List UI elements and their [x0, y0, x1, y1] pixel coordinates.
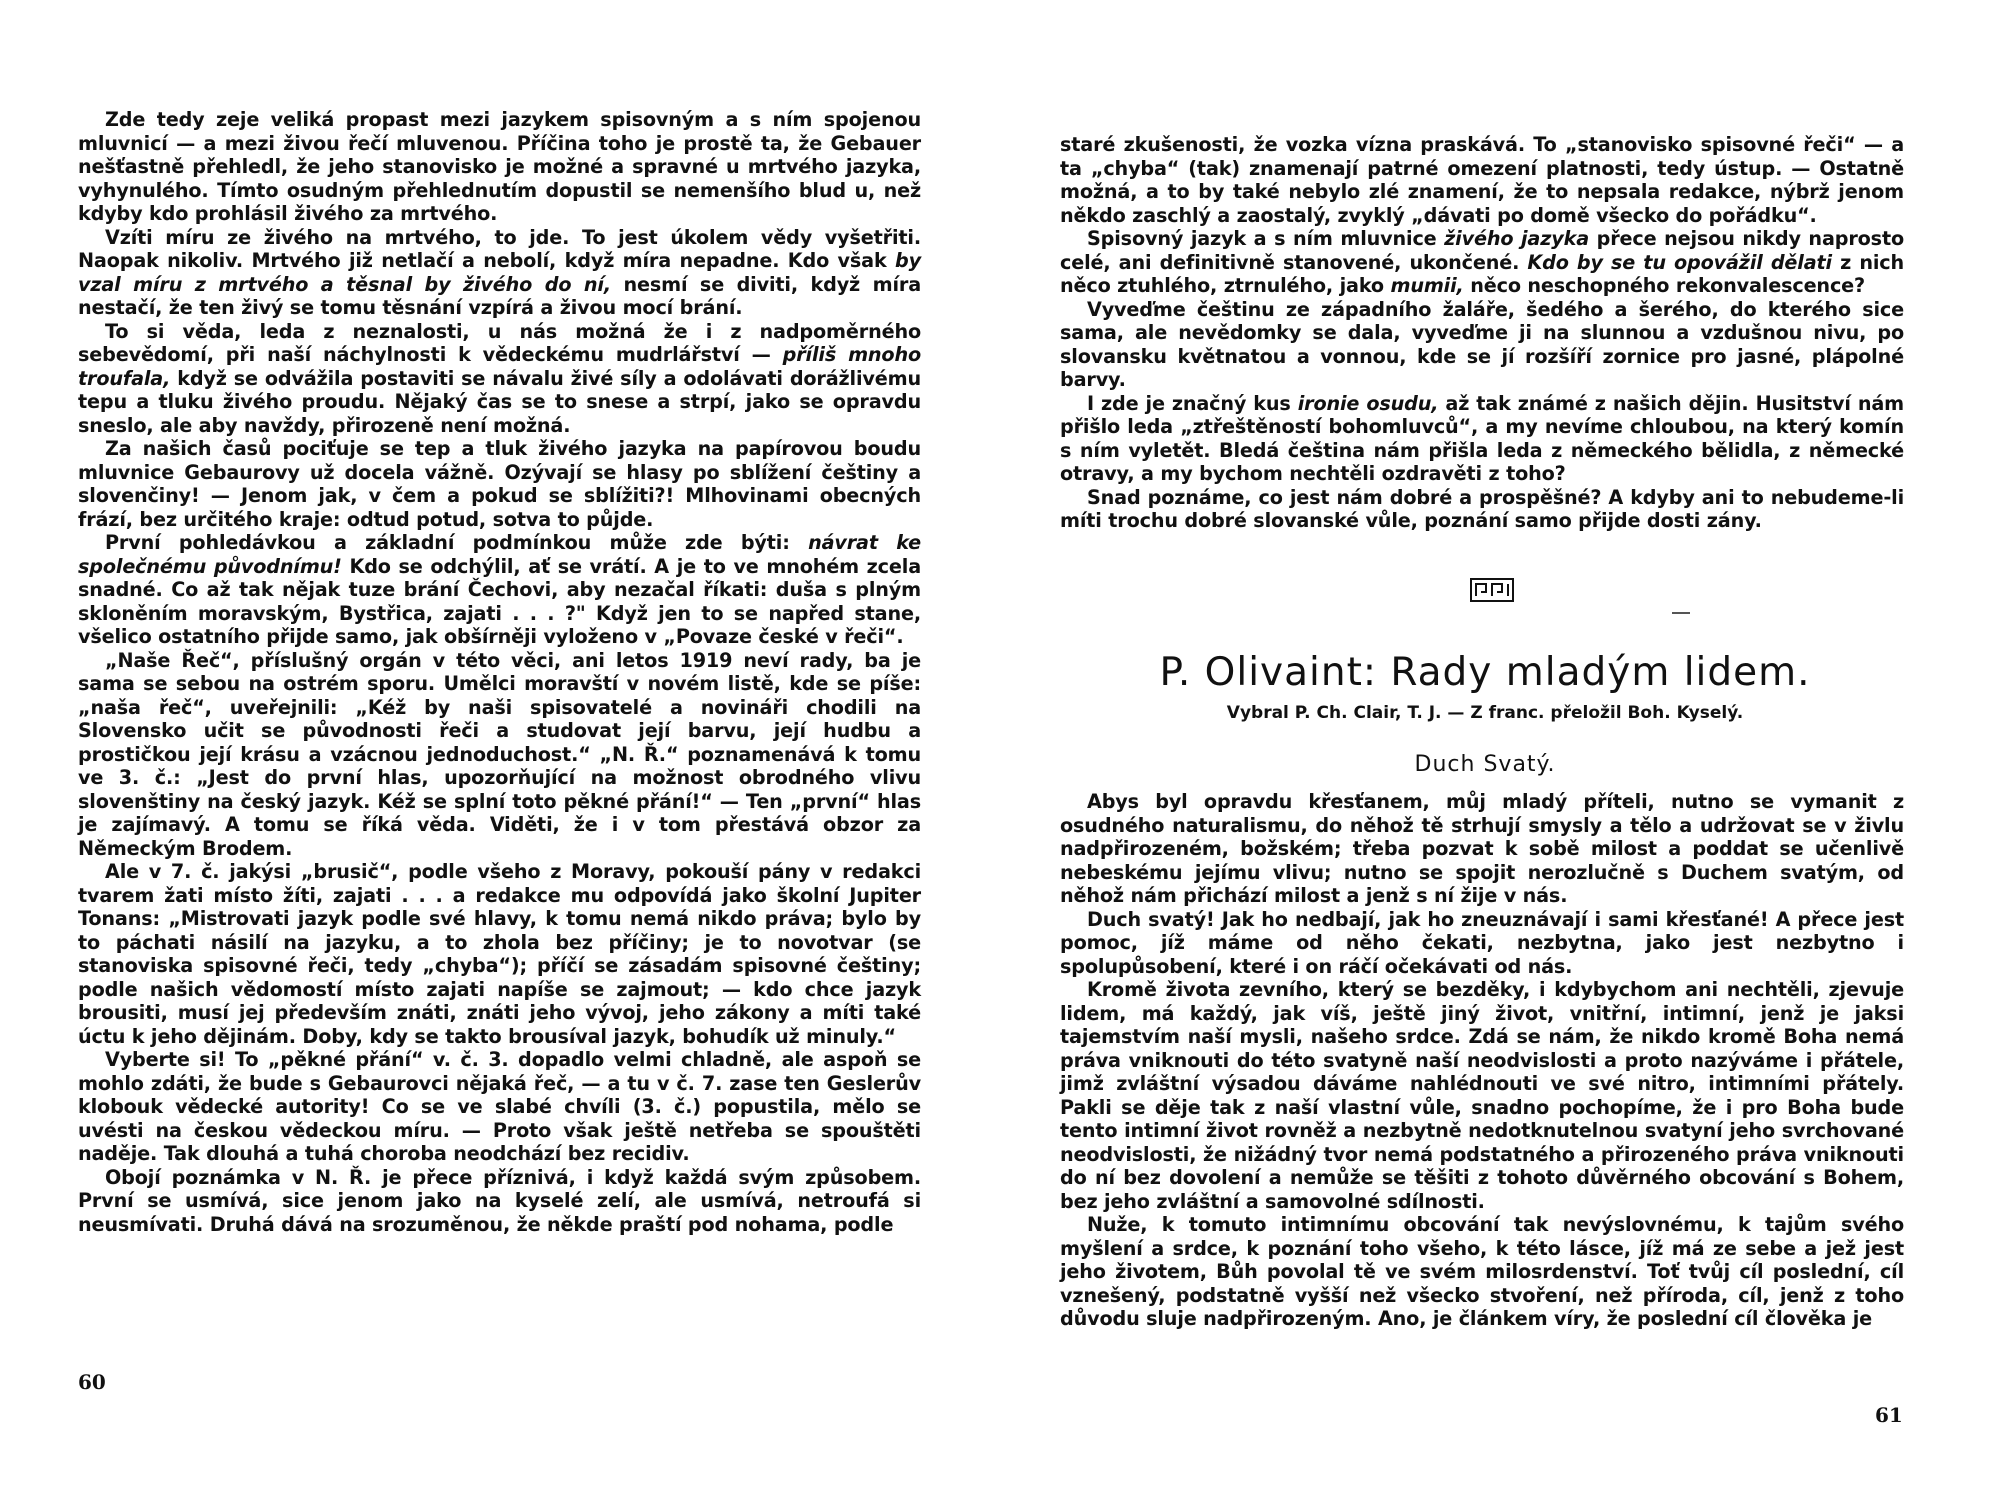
- emphasis-text: živého jazyka: [1444, 227, 1589, 250]
- paragraph-text: Nuže, k tomuto intimnímu obcování tak nevýslovnému, k tajům svého myšlení a srdce, k poznání toho všeho, k této lásce, jíž má ze sebe a jež jest jeho životem, Bůh povolal tě ve svém milosrdenství. Toť tvůj cíl poslední, cíl vznešený, podstatně vyšší než všecko stvoření, než příroda, cíl, jenž z toho důvodu sluje nadpřirozeným. Ano, je článkem víry, že poslední cíl člověka je: [1060, 1213, 1904, 1330]
- paragraph-text: staré zkušenosti, že vozka vízna praskává. To „stanovisko spisovné řeči“ — a ta „chyba“ (tak) znamenají patrné omezení platnosti, tedy ústup. — Ostatně možná, a to by také nebylo zlé znamení, že to nepsala redakce, nýbrž jenom někdo zaschlý a zaostalý, zvyklý „dávati po domě všecko do pořádku“.: [1060, 133, 1904, 227]
- paragraph-text: Kromě života zevního, který se bezděky, i kdybychom ani nechtěli, zjevuje lidem, má každý, jak víš, ještě jiný život, vnitřní, intimní, jenž je jaksi tajemstvím naší mysli, našeho srdce. Zdá se nám, že nikdo kromě Boha nemá práva vniknouti do této svatyně naší neodvislosti a proto nazýváme i přátele, jimž zvláštní výsadou dáváme nahlédnouti ve své nitro, intimními přátely. Pakli se děje tak z naší vlastní vůle, snadno pochopíme, že i pro Boha bude tento intimní život rovněž a nezbytně nedotknutelnou svatyní jeho svrchované neodvislosti, že nižádný tvor nemá podstatného a přirozeného práva vniknouti do ní bez dovolení a nemůže se těšiti z tohoto důvěrného obcování s Bohem, bez jeho zvláštní a samovolné sdílnosti.: [1060, 978, 1904, 1213]
- right-page-text-top: [1060, 133, 1904, 533]
- paragraph-text: Vyberte si! To „pěkné přání“ v. č. 3. dopadlo velmi chladně, ale aspoň se mohlo zdáti, že bude s Gebaurovci nějaká řeč, — a tu v č. 7. zase ten Geslerův klobouk vědecké autority! Co se ve slabé chvíli (3. č.) popustila, mělo se uvésti na českou vědeckou míru. — Proto však ještě netřeba se spouštěti naděje. Tak dlouhá a tuhá choroba neodchází bez recidiv.: [78, 1048, 921, 1165]
- paragraph: [78, 1048, 921, 1166]
- paragraph: [78, 320, 921, 438]
- emphasis-text: příliš mnoho troufala,: [78, 343, 921, 390]
- paragraph: [78, 860, 921, 1048]
- paragraph-text: Spisovný jazyk a s ním mluvnice: [1087, 227, 1445, 250]
- paragraph: [78, 437, 921, 531]
- paragraph-text: přece nejsou nikdy naprosto celé, ani definitivně stanovené, ukončené.: [1060, 227, 1904, 274]
- emphasis-text: ironie osudu,: [1297, 391, 1439, 415]
- meander-ornament-icon: [1470, 578, 1514, 602]
- emphasis-text: Kdo by se tu opovážil dělati: [1527, 250, 1832, 274]
- paragraph: [78, 108, 921, 226]
- paragraph: [78, 1166, 921, 1237]
- paragraph: [1060, 908, 1904, 979]
- paragraph: [78, 531, 921, 649]
- paragraph-text: něco neschopného rekonvalescence?: [1463, 274, 1866, 297]
- paragraph-text: z nich něco ztuhlého, ztrnulého, jako: [1060, 250, 1904, 297]
- decorative-dash: [1672, 612, 1690, 614]
- paragraph: [1060, 978, 1904, 1213]
- article-byline: Vybral P. Ch. Clair, T. J. — Z franc. přeložil Boh. Kyselý.: [1226, 703, 1744, 723]
- paragraph: [1060, 392, 1904, 486]
- paragraph-text: Zde tedy zeje veliká propast mezi jazykem spisovným a s ním spojenou mluvnicí — a mezi živou řečí mluvenou. Příčina toho je prostě ta, že Gebauer nešťastně přehledl, že jeho stanovisko je možné a spravné u mrtvého jazyka, vyhynulého. Tímto osudným přehlednutím dopustil se nemenšího blud u, než kdyby kdo prohlásil živého za mrtvého.: [78, 108, 921, 225]
- paragraph-text: Obojí poznámka v N. Ř. je přece příznivá, i když každá svým způsobem. První se usmívá, sice jenom jako na kyselé zelí, ale usmívá, netroufá si neusmívati. Druhá dává na srozuměnou, že někde praští pod nohama, podle: [78, 1165, 921, 1236]
- emphasis-text: mumii,: [1390, 274, 1464, 297]
- paragraph-text: Snad poznáme, co jest nám dobré a prospěšné? A kdyby ani to nebudeme-li míti trochu dobré slovanské vůle, poznání samo přijde dosti zány.: [1060, 485, 1904, 532]
- emphasis-text: návrat ke společnému původnímu!: [78, 531, 921, 578]
- paragraph-text: I zde je značný kus: [1087, 391, 1298, 415]
- paragraph-text: Za našich časů pociťuje se tep a tluk živého jazyka na papírovou boudu mluvnice Gebaurovy už docela vážně. Ozývají se hlasy po sblížení češtiny a slovenčiny! — Jenom jak, v čem a pokud se sblížiti?! Mlhovinami obecných frází, bez určitého kraje: odtud potud, sotva to půjde.: [78, 437, 921, 531]
- paragraph-text: Ale v 7. č. jakýsi „brusič“, podle všeho z Moravy, pokouší pány v redakci tvarem žati místo žíti, zajati . . . a redakce mu odpovídá jako školní Jupiter Tonans: „Mistrovati jazyk podle své hlavy, k tomu nemá nikdo práva; bylo by to páchati násilí na jazyku, a to zhola bez příčiny; je to novotvar (se stanoviska spisovné řeči, tedy „chyba“); příčí se zásadám spisovné češtiny; podle našich vědomostí místo zajati napíše se zajmout; — kdo chce jazyk brousiti, musí jej především znáti, znáti jeho vývoj, jeho zákony a míti také úctu k jeho dějinám. Doby, kdy se takto brousíval jazyk, bohudík už minuly.“: [78, 860, 921, 1048]
- paragraph-text: Duch svatý! Jak ho nedbají, jak ho zneuznávají i sami křesťané! A přece jest pomoc, jíž máme od něho čekati, nezbytna, jako jest nezbytno i spolupůsobení, které i on ráčí očekávati od nás.: [1060, 907, 1904, 978]
- paragraph-text: Abys byl opravdu křesťanem, můj mladý příteli, nutno se vymanit z osudného naturalismu, do něhož tě strhují smysly a tělo a udržovat se v živlu nadpřirozeném, božském; třeba pozvat k sobě milost a poddat se učenlivě nebeskému jejímu vlivu; nutno se spojit nerozlučně s Duchem svatým, od něhož nám přichází milost a jenž s ní žije v nás.: [1060, 790, 1904, 907]
- paragraph: [78, 649, 921, 861]
- paragraph-text: To si věda, leda z neznalosti, u nás možná že i z nadpoměrného sebevědomí, při naší náchylnosti k vědeckému mudrlářství —: [78, 319, 921, 366]
- emphasis-text: by vzal míru z mrtvého a těsnal by živého do ní,: [78, 249, 921, 296]
- paragraph-text: Kdo se odchýlil, ať se vrátí. A je to ve mnohém zcela snadné. Co až tak nějak tuze brání Čechovi, aby nezačal říkati: duša s plným skloněním moravským, Bystřica, zajati . . . ?" Když jen to se napřed stane, všelico ostatního přijde samo, jak obšírněji vyloženo v „Povaze české v řeči“.: [78, 554, 921, 648]
- paragraph-text: až tak známé z našich dějin. Husitství nám přišlo leda „ztřeštěností bohomluvců“, a my nevíme chloubou, na který komín s ním vyletět. Bledá čeština nám přišla leda z německého bělidla, z německé otravy, a my bychom nechtěli ozdravěti z toho?: [1060, 391, 1904, 485]
- paragraph-text: První pohledávkou a základní podmínkou může zde býti:: [105, 531, 809, 554]
- page-number-right: 61: [1875, 1403, 1903, 1427]
- paragraph: [1060, 133, 1904, 227]
- section-heading: Duch Svatý.: [1414, 752, 1556, 777]
- paragraph: [78, 226, 921, 320]
- left-page-text: [78, 108, 921, 1236]
- paragraph-text: nesmí se diviti, když míra nestačí, že ten živý se tomu těsnání vzpírá a živou mocí brání.: [78, 272, 921, 319]
- page-number-left: 60: [78, 1370, 106, 1394]
- right-page-text-bottom: [1060, 790, 1904, 1331]
- paragraph: [1060, 298, 1904, 392]
- article-title: P. Olivaint: Rady mladým lidem.: [1159, 650, 1811, 695]
- paragraph-text: Vzíti míru ze živého na mrtvého, to jde. To jest úkolem vědy vyšetřiti. Naopak nikoliv. Mrtvého již netlačí a nebolí, když míra nepadne. Kdo však: [78, 225, 921, 272]
- paragraph-text: Vyveďme češtinu ze západního žaláře, šedého a šerého, do kterého sice sama, ale nevědomky se dala, vyveďme ji na slunnou a vzdušnou nivu, po slovansku květnatou a vonnou, kde se jí rozšíří zornice pro jasné, plápolné barvy.: [1060, 297, 1904, 391]
- right-page: [995, 0, 1990, 1500]
- paragraph-text: když se odvážila postaviti se návalu živé síly a odolávati dorážlivému tepu a tluku živého proudu. Nějaký čas se to snese a strpí, jako se opravdu sneslo, ale aby navždy, přirozeně není možná.: [78, 366, 921, 437]
- paragraph-text: „Naše Řeč“, příslušný orgán v této věci, ani letos 1919 neví rady, ba je sama se sebou na ostrém sporu. Umělci moravští v novém listě, kde se píše: „naša řeč“, uveřejnili: „Kéž by naši spisovatelé a novináři chodili na Slovensko učit se původnosti řeči a studovat její barvu, její hudbu a prostičkou její krásu a vzácnou jednoduchost.“ „N. Ř.“ poznamenává k tomu ve 3. č.: „Jest do první hlas, upozorňující na možnost obrodného vlivu slovenštiny na český jazyk. Kéž se splní toto pěkné přání!“ — Ten „první“ hlas je zajímavý. A tomu se říká věda. Viděti, že i v tom přestává obzor za Německým Brodem.: [78, 648, 921, 860]
- paragraph: [1060, 227, 1904, 298]
- paragraph: [1060, 790, 1904, 908]
- left-page: [0, 0, 990, 1500]
- paragraph: [1060, 1213, 1904, 1331]
- paragraph: [1060, 486, 1904, 533]
